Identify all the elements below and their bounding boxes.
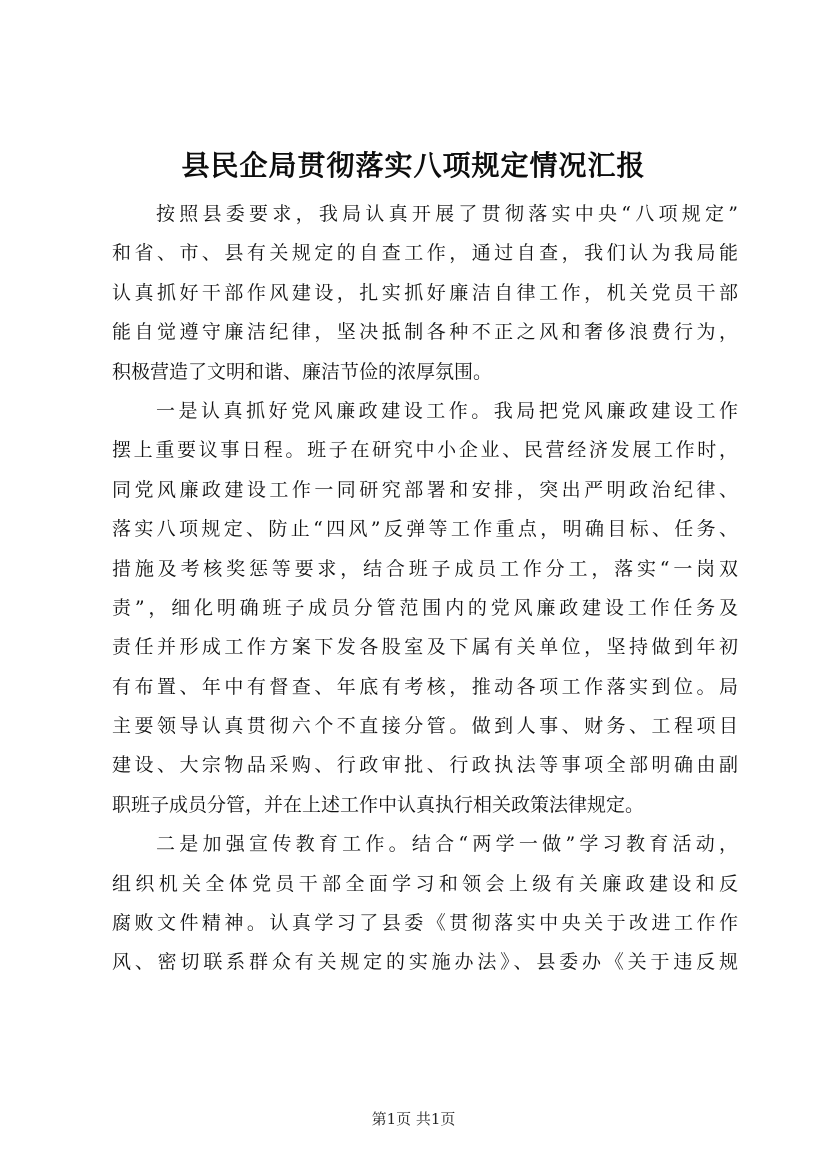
paragraph-line: 主要领导认真贯彻六个不直接分管。做到人事、财务、工程项目 [112, 715, 738, 738]
paragraph-line: 认真抓好干部作风建设，扎实抓好廉洁自律工作，机关党员干部 [112, 281, 738, 304]
paragraph-line: 腐败文件精神。认真学习了县委《贯彻落实中央关于改进工作作 [112, 912, 738, 935]
paragraph-line: 责任并形成工作方案下发各股室及下属有关单位，坚持做到年初 [112, 636, 738, 659]
paragraph-line: 有布置、年中有督查、年底有考核，推动各项工作落实到位。局 [112, 675, 738, 698]
paragraph-line: 和省、市、县有关规定的自查工作，通过自查，我们认为我局能 [112, 242, 738, 265]
paragraph-line: 积极营造了文明和谐、廉洁节俭的浓厚氛围。 [112, 360, 493, 383]
paragraph-line: 同党风廉政建设工作一同研究部署和安排，突出严明政治纪律、 [112, 478, 738, 501]
paragraph-line: 落实八项规定、防止“四风”反弹等工作重点，明确目标、任务、 [112, 518, 738, 541]
paragraph-line: 措施及考核奖惩等要求，结合班子成员工作分工，落实“一岗双 [112, 557, 738, 580]
paragraph-line: 摆上重要议事日程。班子在研究中小企业、民营经济发展工作时， [112, 439, 738, 462]
document-title: 县民企局贯彻落实八项规定情况汇报 [181, 149, 646, 182]
paragraph-line: 二是加强宣传教育工作。结合“两学一做”学习教育活动， [156, 833, 738, 856]
paragraph-line: 一是认真抓好党风廉政建设工作。我局把党风廉政建设工作 [156, 399, 738, 422]
document-body [112, 195, 738, 983]
paragraph-line: 建设、大宗物品采购、行政审批、行政执法等事项全部明确由副 [112, 754, 738, 777]
paragraph-line: 职班子成员分管，并在上述工作中认真执行相关政策法律规定。 [112, 793, 645, 816]
paragraph-line: 组织机关全体党员干部全面学习和领会上级有关廉政建设和反 [112, 872, 738, 895]
paragraph-line: 风、密切联系群众有关规定的实施办法》、县委办《关于违反规 [112, 951, 738, 974]
page-number-footer: 第1页 共1页 [371, 1110, 456, 1128]
paragraph-line: 按照县委要求，我局认真开展了贯彻落实中央“八项规定” [156, 203, 738, 225]
paragraph-line: 能自觉遵守廉洁纪律，坚决抵制各种不正之风和奢侈浪费行为， [112, 321, 738, 344]
paragraph-line: 责”，细化明确班子成员分管范围内的党风廉政建设工作任务及 [112, 596, 738, 619]
